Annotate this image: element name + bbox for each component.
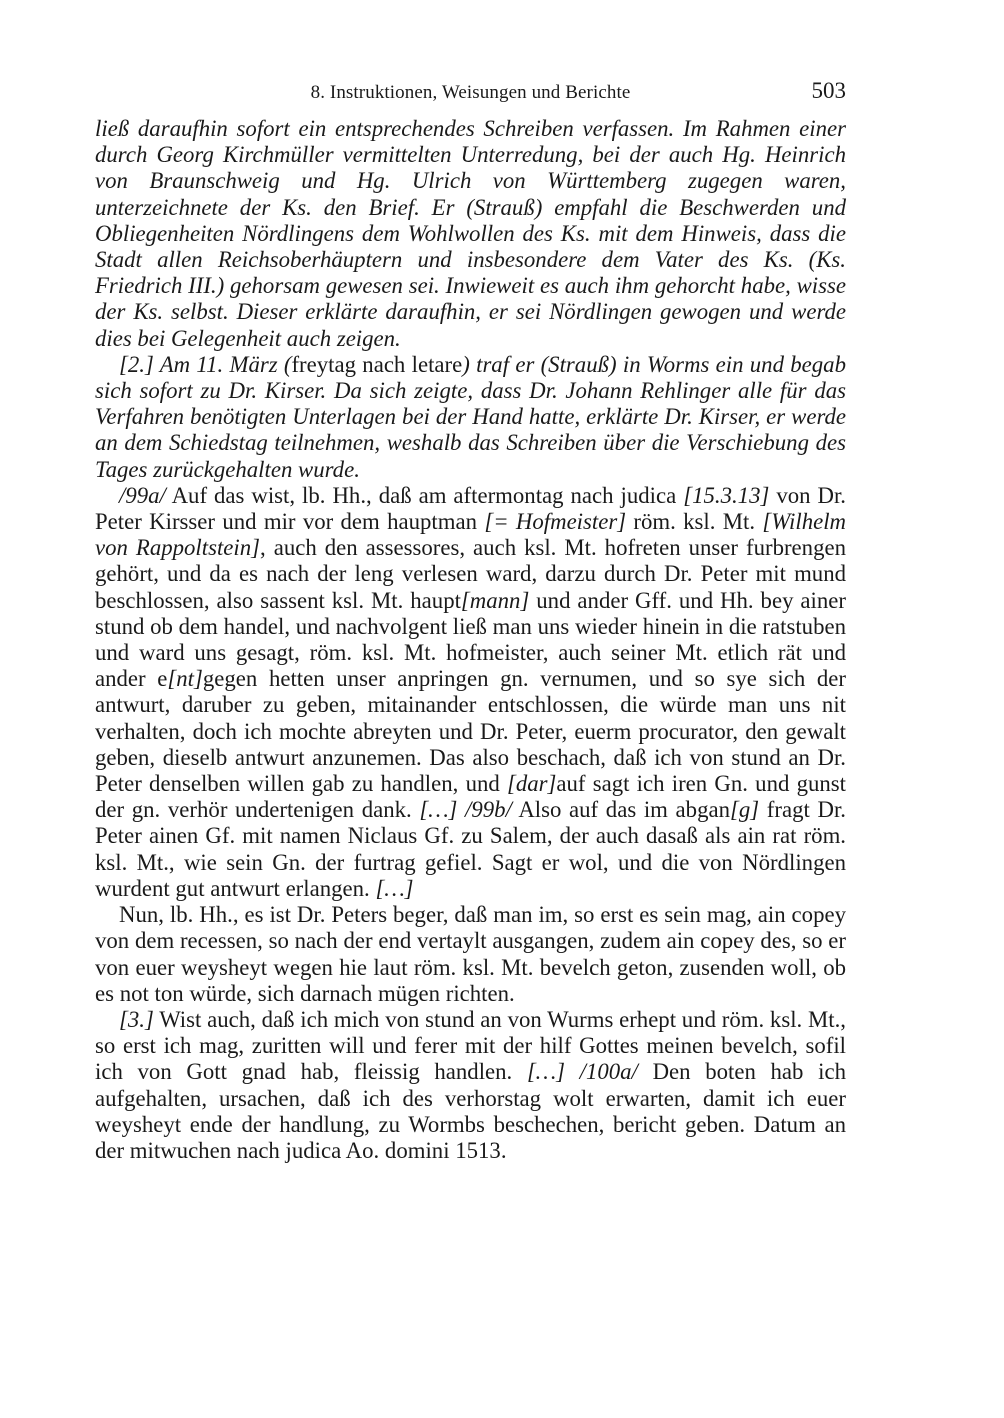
text-run: /99a/	[119, 482, 166, 508]
text-run: freytag nach letare	[291, 351, 463, 377]
text-run: Nun, lb. Hh., es ist Dr. Peters beger, daß man im, so erst es sein mag, ain copey von dem recessen, so nach der end vertaylt ausgangen, zudem ain copey des, so er von euer weysheyt wegen hie laut röm. ksl. Mt. bevelch geton, zusenden woll, ob es not ton würde, sich darnach mügen richten.	[95, 902, 846, 1006]
paragraph-source-text-99a	[95, 483, 846, 902]
text-run: […] /99b/	[419, 797, 512, 823]
text-run: Wist auch, daß ich mich von stund an von Wurms erhept und röm. ksl. Mt., so erst ich mag, zuritten will und ferer mit der hilf Gottes meinen bevelch, sofil ich von Gott gnad hab, fleissig handlen.	[95, 1006, 846, 1085]
text-run: [mann]	[460, 587, 530, 613]
text-run: [2.] Am 11. März (	[119, 351, 292, 377]
paragraph-section-2-summary	[95, 352, 846, 483]
text-run: gegen hetten unser anpringen gn. vernumen, und so sye sich der antwurt, daruber zu geben, mitainander entschlossen, die würde man uns nit verhalten, doch ich mochte abreyten und Dr. Peter, euerm procurator, den gewalt geben, dieselb antwurt anzunemen. Das also beschach, daß ich von stund an Dr. Peter denselben willen gab zu handlen, und	[95, 666, 846, 797]
text-run: Den boten hab ich aufgehalten, ursachen, daß ich des verhorstag wolt erwarten, damit ich euer weysheyt ende der handlung, zu Wormbs beschechen, bericht geben. Datum an der mitwuchen nach judica Ao. domini 1513.	[95, 1059, 846, 1163]
text-run: Also auf das im abgan	[511, 797, 730, 823]
text-run: […]	[375, 875, 414, 901]
paragraph-section-3-source-text	[95, 1007, 846, 1164]
text-run: ließ daraufhin sofort ein entsprechendes Schreiben verfassen. Im Rahmen einer durch Georg Kirchmüller vermittelten Unterredung, bei der auch Hg. Heinrich von Braunschweig und Hg. Ulrich von Württemberg zugegen waren, unterzeichnete der Ks. den Brief. Er (Strauß) empfahl die Beschwerden und Obliegenheiten Nördlingens dem Wohlwollen des Ks. mit dem Hinweis, dass die Stadt allen Reichsoberhäuptern und insbesondere dem Vater des Ks. (Ks. Friedrich III.) gehorsam gewesen sei. Inwieweit es auch ihm gehorcht habe, wisse der Ks. selbst. Dieser erklärte daraufhin, er sei Nördlingen gewogen und werde dies bei Gelegenheit auch zeigen.	[95, 116, 846, 351]
text-run: , auch den assessores, auch ksl. Mt. hofreten unser furbrengen gehört, und da es nach der leng verlesen ward, darzu durch Dr. Peter mit mund beschlossen, also sassent ksl. Mt. haupt	[95, 535, 846, 613]
running-title: 8. Instruktionen, Weisungen und Berichte	[310, 82, 631, 103]
text-run: röm. ksl. Mt.	[626, 509, 763, 535]
page-number: 503	[811, 78, 846, 103]
paragraph-source-text-request	[95, 902, 846, 1007]
page-header	[95, 76, 846, 116]
paragraph-summary-continued	[95, 116, 846, 352]
text-run: [3.]	[119, 1006, 154, 1032]
text-run: [15.3.13]	[683, 482, 770, 508]
text-run: auf sagt ich iren Gn. und gunst der gn. verhör undertenigen dank.	[95, 771, 846, 823]
text-run: [= Hofmeister]	[484, 509, 627, 535]
text-run: [nt]	[167, 666, 203, 692]
text-run: und ander Gff. und Hh. bey ainer stund ob dem handel, und nachvolgent ließ man uns wieder hinein in die ratstuben und ward uns gesagt, röm. ksl. Mt. hofmeister, auch seiner Mt. etlich rät und ander e	[95, 587, 846, 692]
text-run: Auf das wist, lb. Hh., daß am aftermontag nach judica	[165, 482, 684, 508]
text-run: […] /100a/	[526, 1059, 638, 1085]
document-body	[95, 116, 846, 1164]
text-run: von Dr. Peter Kirsser und mir vor dem hauptman	[95, 482, 846, 535]
text-run: [Wilhelm von Rappoltstein]	[95, 509, 847, 561]
document-page	[95, 76, 846, 1164]
text-run: [g]	[730, 797, 760, 823]
text-run: [dar]	[506, 771, 557, 797]
text-run: fragt Dr. Peter ainen Gf. mit namen Niclaus Gf. zu Salem, der auch dasaß als ain rat röm. ksl. Mt., wie sein Gn. der furtrag gefiel. Sagt er wol, und die von Nördlingen wurdent gut antwurt erlangen.	[95, 797, 846, 901]
text-run: ) traf er (Strauß) in Worms ein und begab sich sofort zu Dr. Kirser. Da sich zeigte, dass Dr. Johann Rehlinger alle für das Verfahren benötigten Unterlagen bei der Hand hatte, erklärte Dr. Kirser, er werde an dem Schiedstag teilnehmen, weshalb das Schreiben über die Verschiebung des Tages zurückgehalten wurde.	[95, 351, 846, 482]
